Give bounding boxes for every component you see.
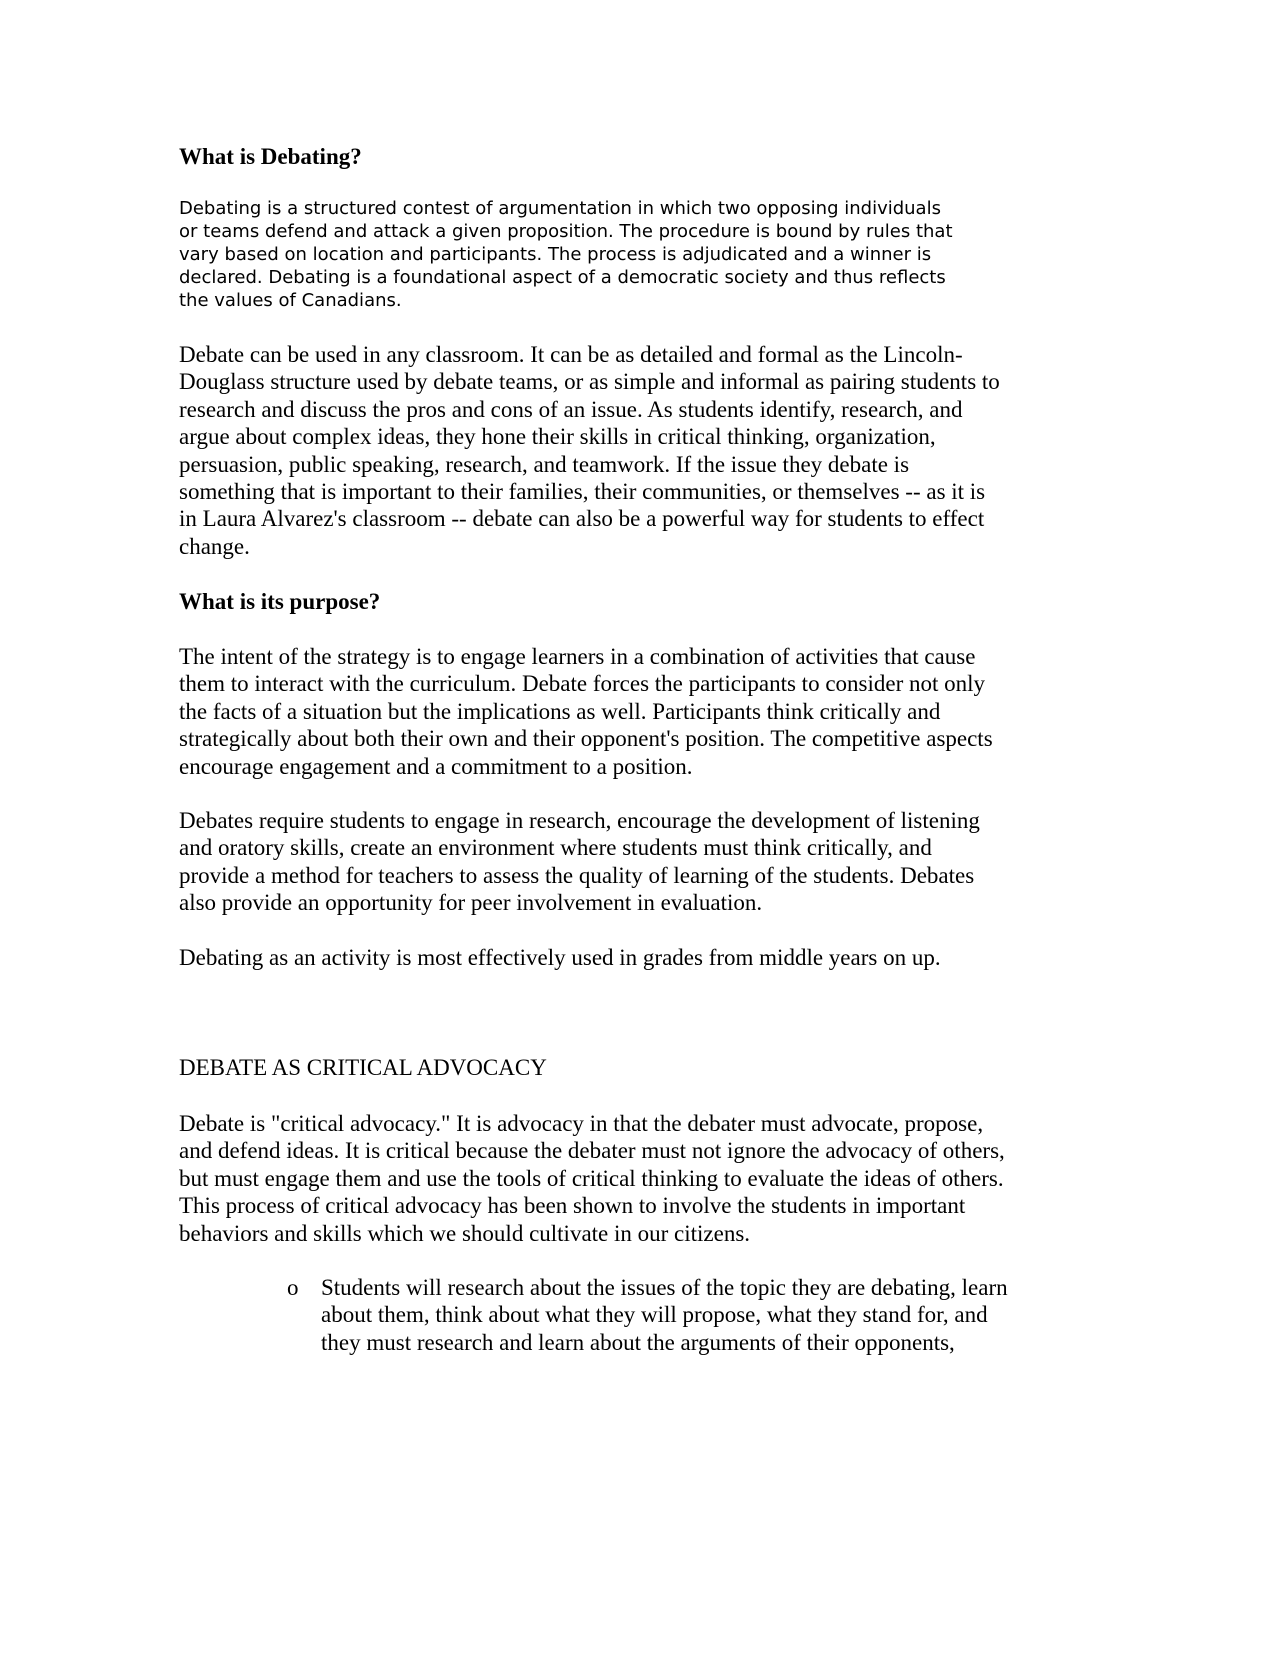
text-line: argue about complex ideas, they hone their skills in critical thinking, organization, (179, 424, 936, 450)
text-line: in Laura Alvarez's classroom -- debate can also be a powerful way for students to effect (179, 506, 985, 532)
heading-critical-advocacy: DEBATE AS CRITICAL ADVOCACY (179, 1055, 547, 1080)
paragraph-classroom-use (179, 341, 1000, 560)
heading-what-is-debating: What is Debating? (179, 144, 362, 169)
text-line: provide a method for teachers to assess the quality of learning of the students. Debates (179, 862, 975, 888)
bullet-marker: o (287, 1275, 299, 1300)
paragraph-intent (179, 643, 993, 780)
text-line: The intent of the strategy is to engage learners in a combination of activities that cause (179, 644, 976, 669)
text-line: and defend ideas. It is critical because the debater must not ignore the advocacy of others, (179, 1138, 1005, 1164)
text-line: Debate can be used in any classroom. It can be as detailed and formal as the Lincoln- (179, 342, 963, 367)
text-line: behaviors and skills which we should cultivate in our citizens. (179, 1220, 751, 1246)
paragraph-definition (179, 197, 953, 312)
text-line: Students will research about the issues of the topic they are debating, learn (321, 1275, 1008, 1300)
text-line: change. (179, 533, 250, 559)
text-line: the facts of a situation but the implications as well. Participants think critically and (179, 698, 941, 724)
text-line: Debates require students to engage in research, encourage the development of listening (179, 808, 980, 833)
paragraph-requirements (179, 807, 980, 917)
text-line: Debate is "critical advocacy." It is advocacy in that the debater must advocate, propose, (179, 1111, 984, 1136)
text-line: Debating is a structured contest of argumentation in which two opposing individuals (179, 198, 941, 219)
text-line: persuasion, public speaking, research, and teamwork. If the issue they debate is (179, 451, 910, 477)
paragraph-critical-advocacy (179, 1110, 1005, 1247)
text-line: encourage engagement and a commitment to a position. (179, 753, 693, 779)
text-line: Debating as an activity is most effectively used in grades from middle years on up. (179, 945, 941, 970)
text-line: the values of Canadians. (179, 290, 402, 311)
text-line: they must research and learn about the arguments of their opponents, (321, 1329, 955, 1355)
text-line: something that is important to their families, their communities, or themselves -- as it is (179, 479, 986, 505)
text-line: and oratory skills, create an environment where students must think critically, and (179, 835, 932, 861)
text-line: vary based on location and participants. The process is adjudicated and a winner is (179, 244, 932, 265)
text-line: strategically about both their own and their opponent's position. The competitive aspects (179, 726, 993, 752)
text-line: Douglass structure used by debate teams, or as simple and informal as pairing students to (179, 369, 1000, 395)
text-line: but must engage them and use the tools of critical thinking to evaluate the ideas of others. (179, 1165, 1004, 1191)
text-line: This process of critical advocacy has been shown to involve the students in important (179, 1193, 966, 1219)
text-line: about them, think about what they will propose, what they stand for, and (321, 1302, 988, 1328)
text-line: also provide an opportunity for peer involvement in evaluation. (179, 890, 763, 916)
heading-purpose: What is its purpose? (179, 589, 381, 614)
paragraph-grades (179, 944, 941, 971)
bullet-item-research (321, 1274, 1008, 1356)
text-line: research and discuss the pros and cons of an issue. As students identify, research, and (179, 396, 963, 422)
text-line: or teams defend and attack a given proposition. The procedure is bound by rules that (179, 221, 953, 242)
text-line: them to interact with the curriculum. Debate forces the participants to consider not only (179, 671, 986, 697)
text-line: declared. Debating is a foundational aspect of a democratic society and thus reflects (179, 267, 946, 288)
